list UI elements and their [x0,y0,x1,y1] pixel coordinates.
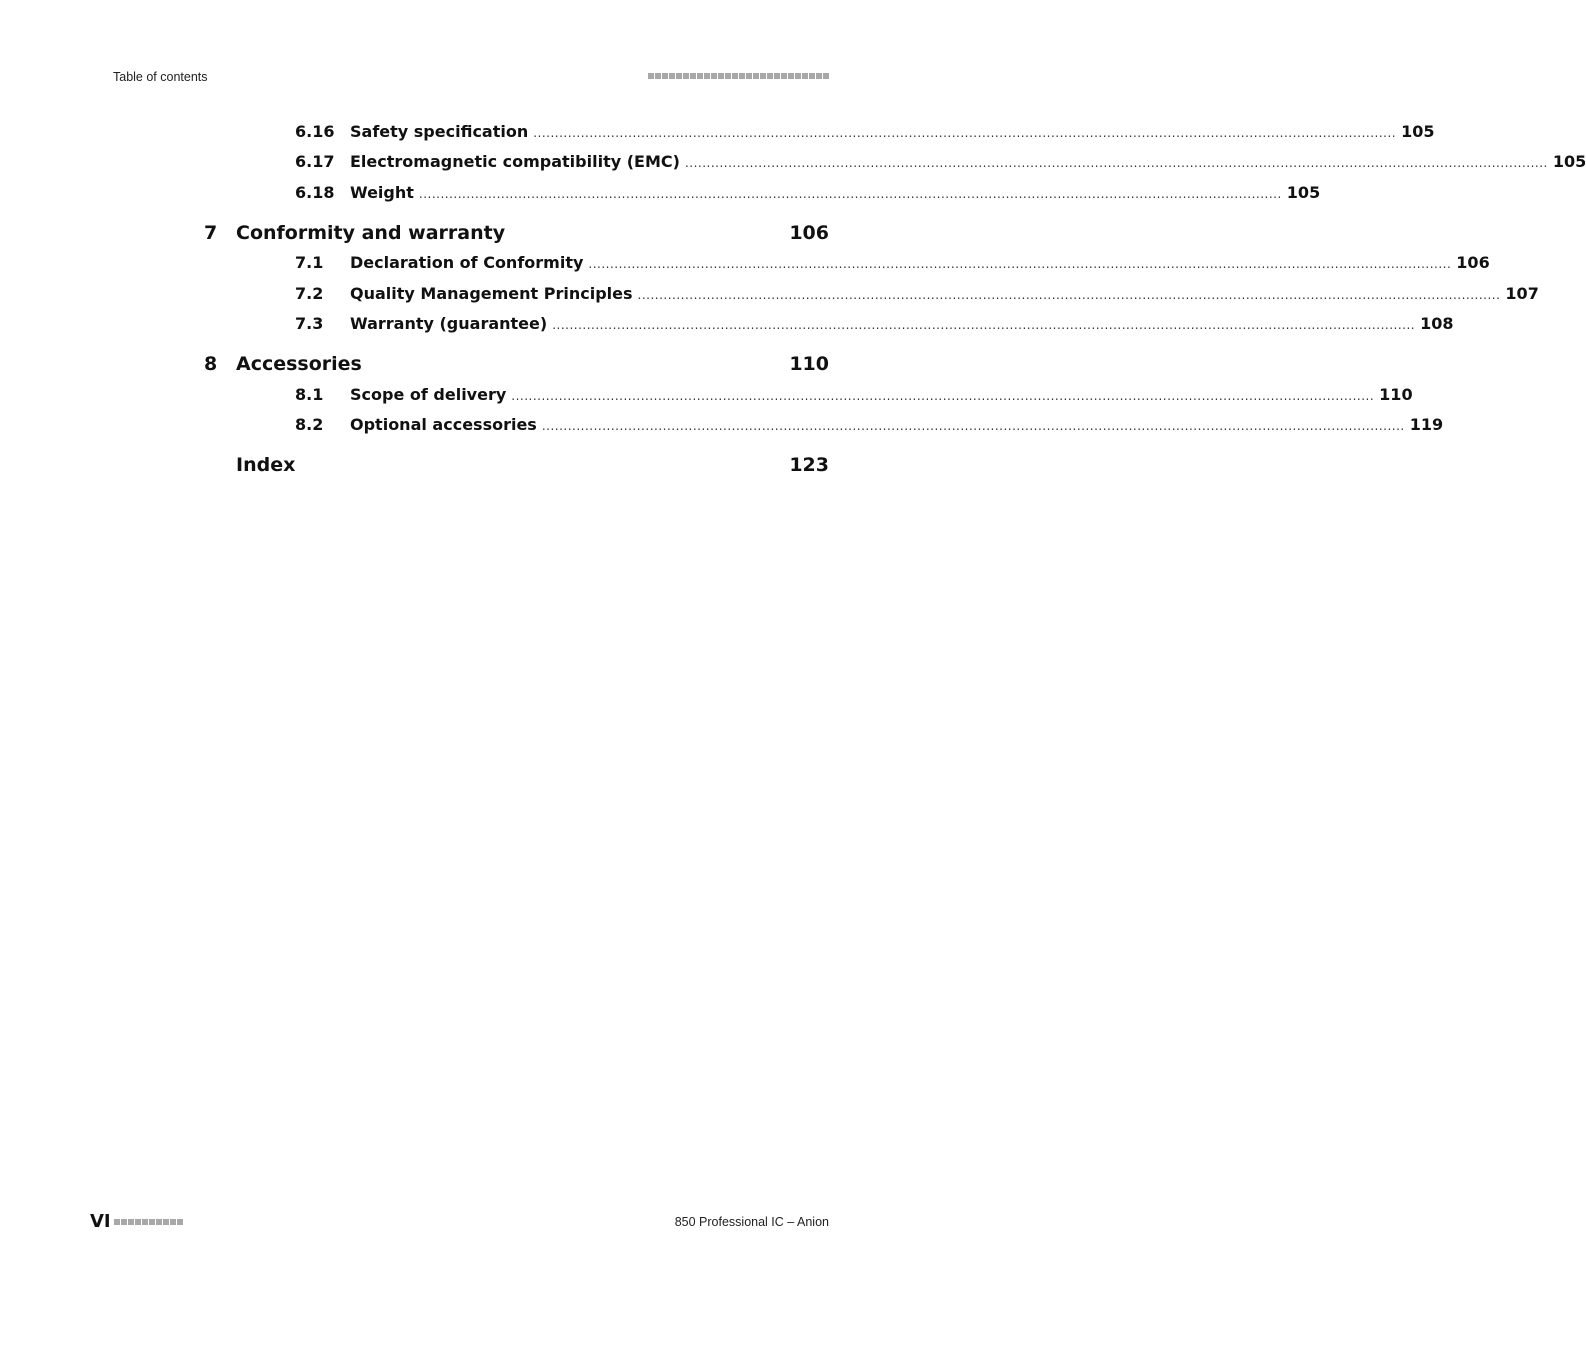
toc-entry-8-1[interactable] [0,383,1413,407]
toc-chapter-title: Conformity and warranty [236,222,506,244]
dot-leader: ........................................................................................................................................................................................................ [552,318,1416,332]
dot-leader: ........................................................................................................................................................................................................ [684,156,1548,170]
dot-leader: ........................................................................................................................................................................................................ [418,187,1282,201]
toc-entry-page: 105 [1552,152,1586,171]
toc-entry-title: Declaration of Conformity [350,253,584,272]
header-decoration-squares [648,73,829,79]
toc-entry-title: Quality Management Principles [350,284,633,303]
toc-chapter-8[interactable] [0,351,954,377]
toc-entry-number: 6.18 [295,183,335,202]
toc-index-page: 123 [789,454,829,476]
toc-chapter-page: 106 [789,222,829,244]
dot-leader: ........................................................................................................................................................................................................ [511,389,1375,403]
toc-entry-number: 7.1 [295,253,324,272]
dot-leader: ........................................................................................................................................................................................................ [588,257,1452,271]
running-header-title: Table of contents [113,70,208,84]
toc-entry-8-2[interactable] [0,413,1444,437]
toc-entry-number: 6.17 [295,152,335,171]
page-number: VI [90,1211,111,1232]
dot-leader: ........................................................................................................................................................................................................ [637,288,1501,302]
dot-leader: ........................................................................................................................................................................................................ [541,419,1405,433]
toc-entry-page: 107 [1505,284,1539,303]
toc-chapter-number: 8 [204,353,218,375]
toc-chapter-7[interactable] [0,220,954,246]
toc-entry-6-16[interactable] [0,120,1435,144]
toc-entry-title: Weight [350,183,414,202]
toc-entry-page: 108 [1420,314,1454,333]
toc-entry-7-3[interactable] [0,312,1454,336]
toc-entry-page: 110 [1379,385,1413,404]
toc-entry-title: Warranty (guarantee) [350,314,548,333]
toc-chapter-page: 110 [789,353,829,375]
toc-entry-7-2[interactable] [0,282,1539,306]
toc-entry-page: 105 [1401,122,1435,141]
toc-chapter-title: Accessories [236,353,362,375]
toc-entry-title: Electromagnetic compatibility (EMC) [350,152,680,171]
footer-decoration-squares [114,1219,183,1225]
toc-entry-number: 8.2 [295,415,324,434]
dot-leader: ........................................................................................................................................................................................................ [533,126,1397,140]
toc-entry-6-17[interactable] [0,150,1586,174]
toc-entry-page: 106 [1456,253,1490,272]
toc-entry-number: 8.1 [295,385,324,404]
toc-entry-page: 119 [1409,415,1444,434]
toc-entry-title: Optional accessories [350,415,537,434]
toc-entry-number: 6.16 [295,122,335,141]
toc-index-title: Index [236,454,296,476]
toc-entry-title: Scope of delivery [350,385,507,404]
toc-chapter-number: 7 [204,222,218,244]
toc-entry-title: Safety specification [350,122,529,141]
toc-entry-6-18[interactable] [0,181,1321,205]
toc-entry-7-1[interactable] [0,251,1490,275]
toc-entry-number: 7.3 [295,314,324,333]
toc-entry-number: 7.2 [295,284,324,303]
toc-entry-page: 105 [1286,183,1321,202]
product-name: 850 Professional IC – Anion [674,1215,829,1229]
toc-index[interactable] [0,452,954,478]
